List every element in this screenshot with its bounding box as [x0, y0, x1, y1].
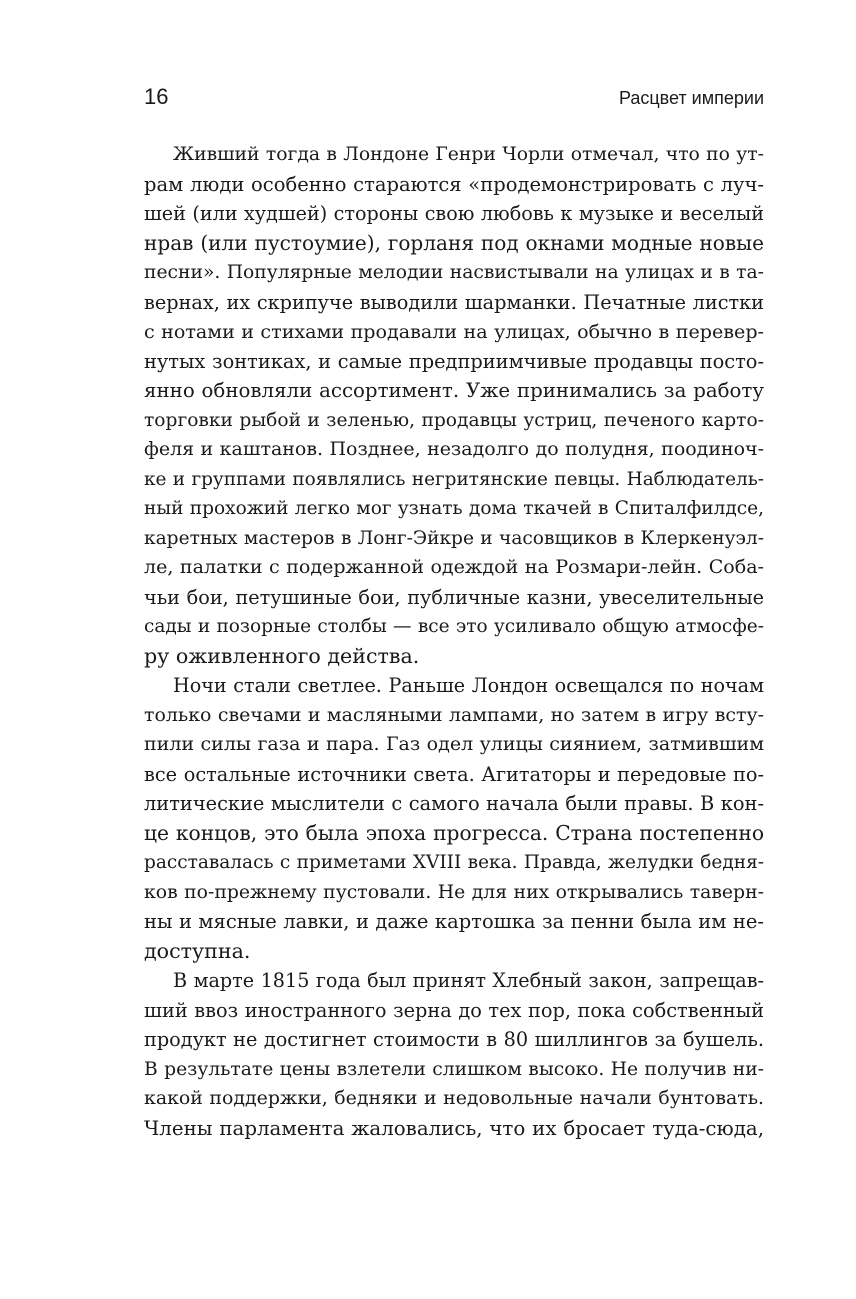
text-line: ле, палатки с подержанной одеждой на Розмари-лейн. Соба-: [144, 556, 764, 578]
text-line: рам люди особенно стараются «продемонстрировать с луч-: [144, 172, 764, 196]
running-head: Расцвет империи: [618, 88, 764, 108]
text-line: ший ввоз иностранного зерна до тех пор, пока собственный: [144, 998, 764, 1022]
text-line: Живший тогда в Лондоне Генри Чорли отмечал, что по ут-: [173, 144, 764, 165]
paragraph-3: [144, 966, 764, 1143]
text-line: все остальные источники света. Агитаторы и передовые по-: [144, 762, 764, 786]
text-line: ны и мясные лавки, и даже картошка за пенни была им не-: [144, 910, 764, 933]
text-line: шей (или худшей) стороны свою любовь к музыке и веселый: [144, 202, 764, 225]
text-line: нутых зонтиках, и самые предприимчивые продавцы посто-: [144, 349, 764, 373]
paragraph-2: [144, 671, 764, 966]
page-header: [144, 84, 764, 114]
body-text: [144, 140, 764, 1143]
text-line: каретных мастеров в Лонг-Эйкре и часовщиков в Клеркенуэл-: [144, 527, 764, 549]
text-line: торговки рыбой и зеленью, продавцы устриц, печеного карто-: [144, 409, 764, 431]
text-line: Ночи стали светлее. Раньше Лондон освещался по ночам: [173, 674, 764, 697]
text-line: ру оживленного действа.: [144, 643, 420, 668]
text-line: вернах, их скрипуче выводили шарманки. Печатные листки: [144, 290, 764, 314]
text-line: пили силы газа и пара. Газ одел улицы сиянием, затмившим: [144, 733, 764, 755]
text-line: доступна.: [144, 938, 251, 963]
text-line: с нотами и стихами продавали на улицах, обычно в перевер-: [144, 320, 764, 343]
text-line: расставалась с приметами XVIII века. Правда, желудки бедня-: [144, 852, 764, 873]
paragraph-1: [144, 140, 764, 671]
text-line: ный прохожий легко мог узнать дома ткачей в Спиталфилдсе,: [144, 498, 764, 519]
text-line: янно обновляли ассортимент. Уже принимались за работу: [144, 379, 764, 402]
text-line: только свечами и масляными лампами, но затем в игру всту-: [144, 703, 764, 726]
text-line: литические мыслители с самого начала были правы. В кон-: [144, 792, 764, 815]
text-line: В результате цены взлетели слишком высоко. Не получив ни-: [144, 1058, 764, 1080]
text-line: ке и группами появлялись негритянские певцы. Наблюдатель-: [144, 468, 764, 490]
text-line: феля и каштанов. Позднее, незадолго до полудня, поодиноч-: [144, 438, 764, 460]
text-line: какой поддержки, бедняки и недовольные начали бунтовать.: [144, 1087, 764, 1109]
text-line: чьи бои, петушиные бои, публичные казни, увеселительные: [144, 585, 764, 609]
text-line: сады и позорные столбы — все это усиливало общую атмосфе-: [144, 616, 764, 637]
page-number: 16: [144, 84, 169, 109]
text-line: Члены парламента жаловались, что их бросает туда-сюда,: [144, 1116, 764, 1140]
text-line: це концов, это была эпоха прогресса. Страна постепенно: [144, 820, 764, 845]
text-line: песни». Популярные мелодии насвистывали на улицах и в та-: [144, 262, 764, 283]
text-line: нрав (или пустоумие), горланя под окнами модные новые: [144, 230, 764, 255]
text-line: продукт не достигнет стоимости в 80 шиллингов за бушель.: [144, 1028, 764, 1051]
text-line: В марте 1815 года был принят Хлебный закон, запрещав-: [173, 969, 764, 992]
text-line: ков по-прежнему пустовали. Не для них открывались таверн-: [144, 881, 764, 903]
